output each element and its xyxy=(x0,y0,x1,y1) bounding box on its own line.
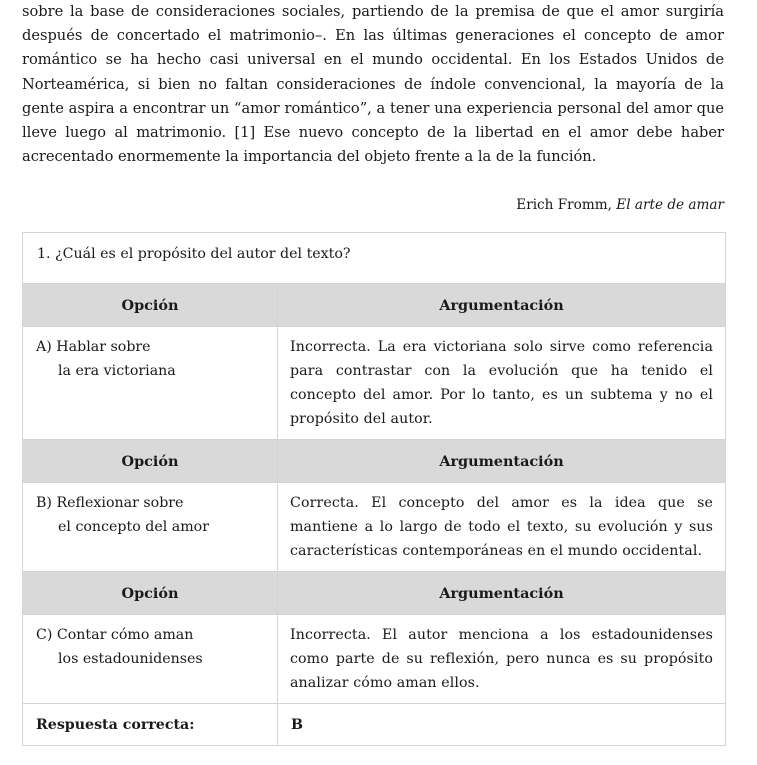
header-row xyxy=(23,440,726,483)
option-line1: B) Reflexionar sobre xyxy=(36,495,184,511)
option-row-a xyxy=(23,327,726,440)
attribution xyxy=(516,193,724,217)
option-row-b xyxy=(23,483,726,572)
attribution-author: Erich Fromm, xyxy=(516,197,612,213)
question-text: 1. ¿Cuál es el propósito del autor del texto? xyxy=(23,233,726,284)
option-argument: Correcta. El concepto del amor es la idea que se mantiene a lo largo de todo el texto, su evolución y sus características contemporáneas en el mundo occidental. xyxy=(278,483,726,572)
header-option: Opción xyxy=(23,440,278,483)
option-line1: C) Contar cómo aman xyxy=(36,627,194,643)
header-row xyxy=(23,572,726,615)
passage-text: sobre la base de consideraciones sociales, partiendo de la premisa de que el amor surgiría después de concertado el matrimonio–. En las últimas generaciones el concepto de amor romántico se ha hecho casi universal en el mundo occidental. En los Estados Unidos de Norteamérica, si bien no faltan consideraciones de índole convencional, la mayoría de la gente aspira a encontrar un “amor romántico”, a tener una experiencia personal del amor que lleve luego al matrimonio. [1] Ese nuevo concepto de la libertad en el amor debe haber acrecentado enormemente la importancia del objeto frente a la de la función. xyxy=(22,3,724,166)
option-line1: A) Hablar sobre xyxy=(36,339,151,355)
header-option: Opción xyxy=(23,572,278,615)
header-argument: Argumentación xyxy=(278,284,726,327)
header-argument: Argumentación xyxy=(278,440,726,483)
answer-table xyxy=(22,232,726,746)
answer-row xyxy=(23,704,726,746)
option-line2: el concepto del amor xyxy=(58,519,210,535)
option-argument: Incorrecta. El autor menciona a los estadounidenses como parte de su reflexión, pero nunca es su propósito analizar cómo aman ellos. xyxy=(278,615,726,704)
option-argument: Incorrecta. La era victoriana solo sirve como referencia para contrastar con la evolución que ha tenido el concepto del amor. Por lo tanto, es un subtema y no el propósito del autor. xyxy=(278,327,726,440)
attribution-work: El arte de amar xyxy=(616,197,724,213)
option-label xyxy=(23,483,278,572)
answer-label: Respuesta correcta: xyxy=(23,704,278,746)
header-argument: Argumentación xyxy=(278,572,726,615)
option-line2: la era victoriana xyxy=(58,363,176,379)
answer-value: B xyxy=(278,704,726,746)
header-option: Opción xyxy=(23,284,278,327)
option-label xyxy=(23,615,278,704)
option-line2: los estadounidenses xyxy=(58,651,203,667)
header-row xyxy=(23,284,726,327)
option-row-c xyxy=(23,615,726,704)
option-label xyxy=(23,327,278,440)
question-row xyxy=(23,233,726,284)
